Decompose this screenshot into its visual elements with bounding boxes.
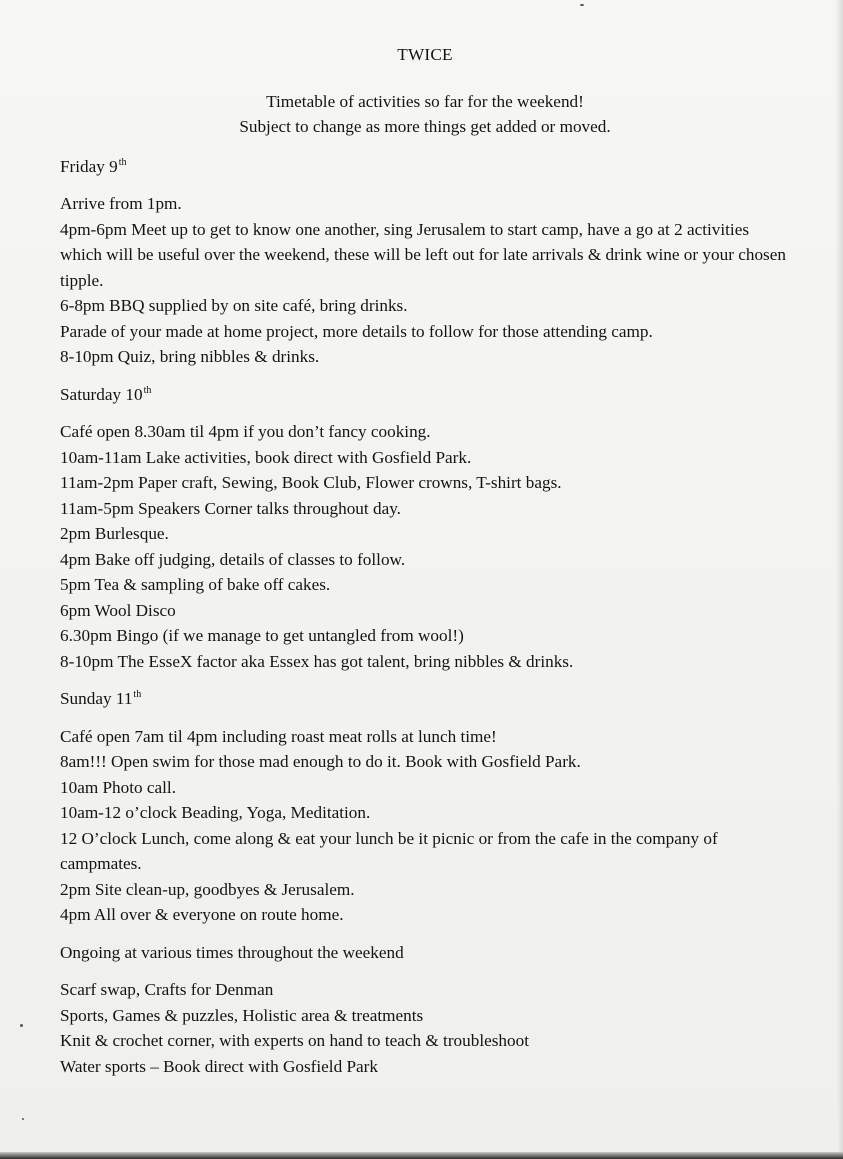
subtitle-line-1: Timetable of activities so far for the weekend! — [266, 91, 584, 111]
schedule-item: 10am-11am Lake activities, book direct with Gosfield Park. — [60, 447, 472, 467]
schedule-item: 6pm Wool Disco — [60, 600, 176, 620]
ongoing-section — [60, 940, 790, 1080]
day-section-friday — [60, 154, 790, 370]
day-section-saturday — [60, 382, 790, 675]
schedule-item: 8am!!! Open swim for those mad enough to do it. Book with Gosfield Park. — [60, 752, 581, 771]
schedule-item: Arrive from 1pm. — [60, 194, 182, 213]
page-edge-shadow — [836, 0, 843, 1159]
schedule-item: 4pm Bake off judging, details of classes to follow. — [60, 549, 406, 569]
schedule-item: Parade of your made at home project, more details to follow for those attending camp. — [60, 321, 653, 341]
ongoing-item: Water sports – Book direct with Gosfield Park — [60, 1056, 378, 1076]
timetable-document — [60, 42, 790, 1079]
ongoing-heading: Ongoing at various times throughout the weekend — [60, 942, 404, 962]
schedule-item: 2pm Burlesque. — [60, 524, 169, 543]
schedule-item: 12 O’clock Lunch, come along & eat your lunch be it picnic or from the cafe in the company of campmates. — [60, 828, 718, 873]
schedule-item: 2pm Site clean-up, goodbyes & Jerusalem. — [60, 879, 355, 899]
subtitle-line-2: Subject to change as more things get added or moved. — [239, 117, 611, 136]
scan-speck — [20, 1024, 23, 1027]
schedule-item: 11am-2pm Paper craft, Sewing, Book Club, Flower crowns, T-shirt bags. — [60, 473, 562, 492]
schedule-item: Café open 7am til 4pm including roast meat rolls at lunch time! — [60, 726, 497, 746]
schedule-item: 6.30pm Bingo (if we manage to get untangled from wool!) — [60, 626, 464, 645]
schedule-item: Café open 8.30am til 4pm if you don’t fancy cooking. — [60, 422, 431, 441]
day-heading-saturday: Saturday 10th — [60, 384, 152, 404]
day-section-sunday — [60, 686, 790, 928]
schedule-item: 10am-12 o’clock Beading, Yoga, Meditation. — [60, 803, 371, 822]
schedule-item: 8-10pm Quiz, bring nibbles & drinks. — [60, 347, 320, 366]
ongoing-item: Knit & crochet corner, with experts on hand to teach & troubleshoot — [60, 1031, 529, 1050]
scan-speck — [22, 1118, 24, 1120]
day-heading-friday: Friday 9th — [60, 156, 127, 176]
document-title: TWICE — [397, 45, 453, 64]
schedule-item: 4pm-6pm Meet up to get to know one another, sing Jerusalem to start camp, have a go at 2 activities which will be useful over the weekend, these will be left out for late arrivals & drink wine or your chosen tipple. — [60, 219, 786, 290]
schedule-item: 8-10pm The EsseX factor aka Essex has got talent, bring nibbles & drinks. — [60, 651, 574, 671]
day-heading-sunday: Sunday 11th — [60, 689, 142, 708]
schedule-item: 11am-5pm Speakers Corner talks throughout day. — [60, 498, 401, 518]
schedule-item: 10am Photo call. — [60, 777, 176, 797]
ongoing-item: Sports, Games & puzzles, Holistic area & treatments — [60, 1005, 424, 1025]
schedule-item: 4pm All over & everyone on route home. — [60, 905, 344, 924]
ongoing-item: Scarf swap, Crafts for Denman — [60, 980, 274, 999]
page-bottom-shadow — [0, 1152, 843, 1159]
scan-speck — [580, 4, 584, 6]
schedule-item: 5pm Tea & sampling of bake off cakes. — [60, 575, 331, 594]
schedule-item: 6-8pm BBQ supplied by on site café, bring drinks. — [60, 296, 408, 315]
